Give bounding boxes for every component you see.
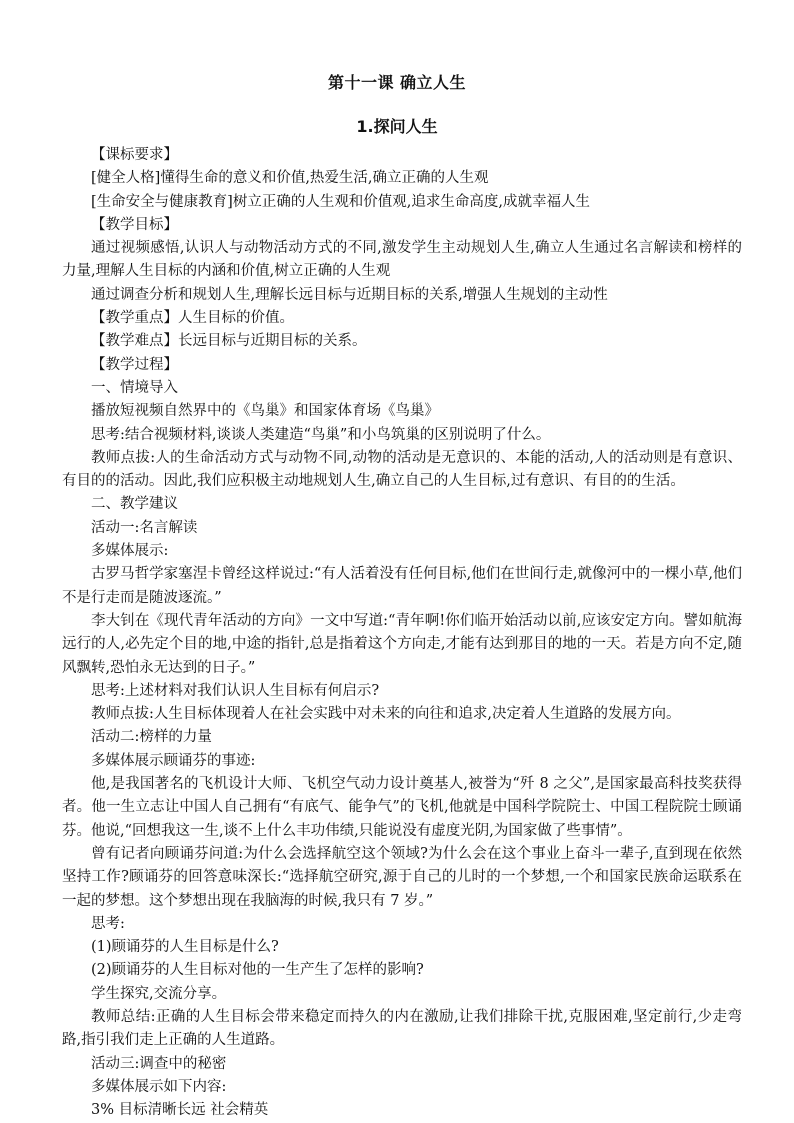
paragraph: 学生探究,交流分享。 [91, 985, 227, 1002]
document-body [62, 144, 742, 1122]
paragraph: 教师总结:正确的人生目标会带来稳定而持久的内在激励,让我们排除干扰,克服困难,坚定前行,少走弯路,指引我们走上正确的人生道路。 [62, 1008, 742, 1049]
heading-teaching-objectives: 【教学目标】 [91, 216, 178, 233]
paragraph: 3% 目标清晰长远 社会精英 [91, 1102, 269, 1119]
paragraph: 思考: [91, 915, 125, 932]
question-item: (1)顾诵芬的人生目标是什么? [91, 939, 279, 956]
teaching-key-point: 【教学重点】人生目标的价值。 [91, 310, 294, 327]
heading-teaching-process: 【教学过程】 [91, 356, 178, 373]
paragraph: 思考:结合视频材料,谈谈人类建造“鸟巢”和小鸟筑巢的区别说明了什么。 [91, 426, 551, 443]
activity-heading: 活动三:调查中的秘密 [91, 1055, 227, 1072]
section-title: 1.探问人生 [356, 117, 438, 136]
paragraph: [健全人格]懂得生命的意义和价值,热爱生活,确立正确的人生观 [91, 170, 489, 187]
paragraph: 通过视频感悟,认识人与动物活动方式的不同,激发学生主动规划人生,确立人生通过名言解读和榜样的力量,理解人生目标的内涵和价值,树立正确的人生观 [62, 240, 742, 280]
teaching-difficulty: 【教学难点】长远目标与近期目标的关系。 [91, 333, 367, 350]
paragraph: 多媒体展示: [91, 543, 169, 560]
paragraph: 通过调查分析和规划人生,理解长远目标与近期目标的关系,增强人生规划的主动性 [91, 286, 608, 303]
activity-heading: 活动二:榜样的力量 [91, 729, 212, 746]
lesson-title: 第十一课 确立人生 [327, 73, 467, 92]
paragraph: 他,是我国著名的飞机设计大师、飞机空气动力设计奠基人,被誉为“歼 8 之父”,是国家最高科技奖获得者。他一生立志让中国人自己拥有“有底气、能争气”的飞机,他就是中国科学院院士、中国工程院院士顾诵芬。他说,“回想我这一生,谈不上什么丰功伟绩,只能说没有虚度光阴,为国家做了些事情”。 [62, 776, 742, 839]
activity-heading: 活动一:名言解读 [91, 519, 198, 536]
section-heading: 一、情境导入 [91, 379, 178, 396]
quote-paragraph: 古罗马哲学家塞涅卡曾经这样说过:“有人活着没有任何目标,他们在世间行走,就像河中的一棵小草,他们不是行走而是随波逐流。” [62, 566, 742, 606]
heading-curriculum-requirements: 【课标要求】 [91, 147, 178, 163]
quote-paragraph: 李大钊在《现代青年活动的方向》一文中写道:“青年啊!你们临开始活动以前,应该安定方向。譬如航海远行的人,必先定个目的地,中途的指针,总是指着这个方向走,才能有达到那目的地的一天。若是方向不定,随风飘转,恐怕永无达到的日子。” [62, 612, 742, 676]
paragraph: 播放短视频自然界中的《鸟巢》和国家体育场《鸟巢》 [91, 403, 439, 420]
section-heading: 二、教学建议 [91, 496, 178, 513]
paragraph: 教师点拔:人的生命活动方式与动物不同,动物的活动是无意识的、本能的活动,人的活动则是有意识、有目的的活动。因此,我们应积极主动地规划人生,确立自己的人生目标,过有意识、有目的的生活。 [62, 449, 742, 490]
paragraph: [生命安全与健康教育]树立正确的人生观和价值观,追求生命高度,成就幸福人生 [91, 193, 591, 210]
paragraph: 多媒体展示顾诵芬的事迹: [91, 752, 256, 769]
paragraph: 曾有记者向顾诵芬问道:为什么会选择航空这个领域?为什么会在这个事业上奋斗一辈子,直到现在依然坚持工作?顾诵芬的回答意味深长:“选择航空研究,源于自己的儿时的一个梦想,一个和国家民族命运联系在一起的梦想。这个梦想出现在我脑海的时候,我只有 7 岁。” [62, 845, 742, 909]
paragraph: 教师点拔:人生目标体现着人在社会实践中对未来的向往和追求,决定着人生道路的发展方向。 [91, 706, 681, 723]
paragraph: 多媒体展示如下内容: [91, 1078, 227, 1095]
paragraph: 思考:上述材料对我们认识人生目标有何启示? [91, 682, 380, 699]
question-item: (2)顾诵芬的人生目标对他的一生产生了怎样的影响? [91, 962, 424, 979]
